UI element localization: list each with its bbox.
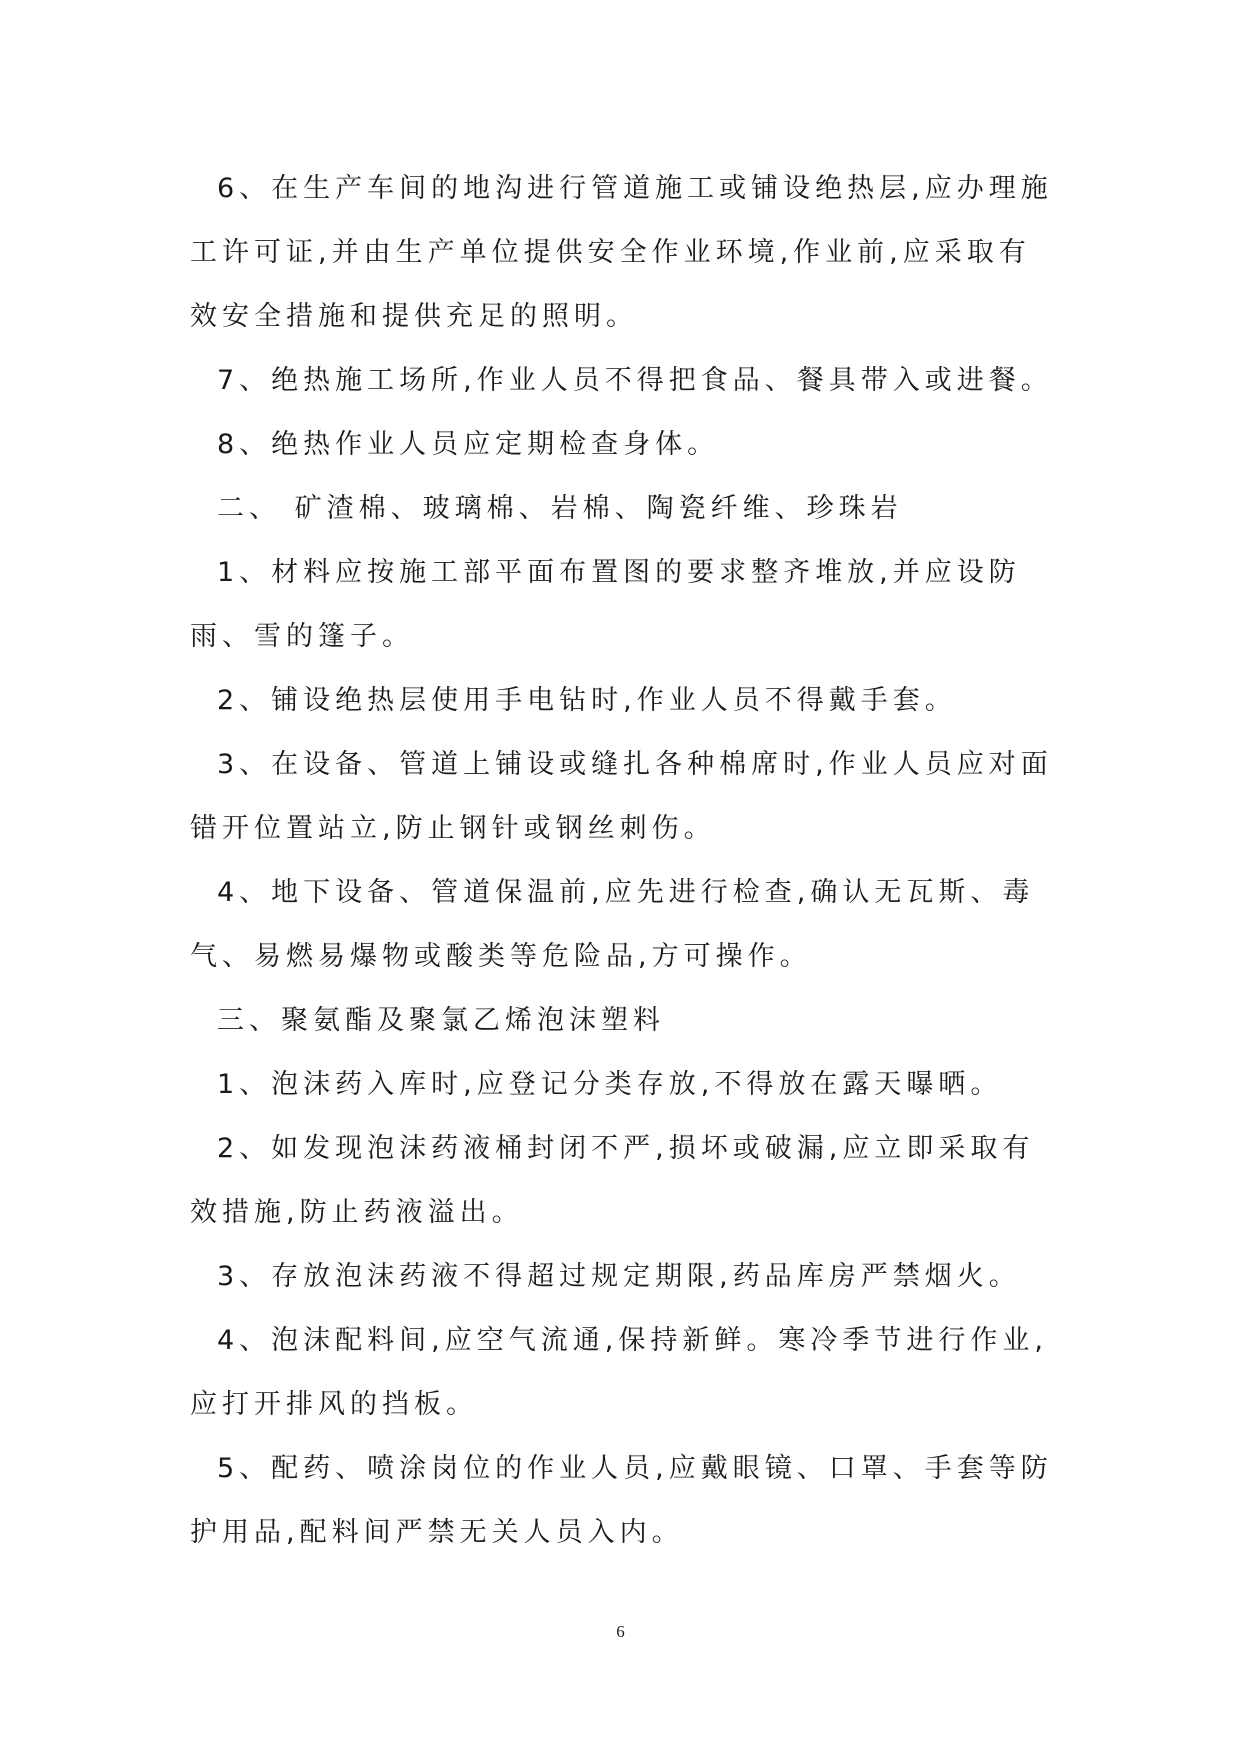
paragraph-item-5: 5、配药、喷涂岗位的作业人员,应戴眼镜、口罩、手套等防护用品,配料间严禁无关人员入内。	[190, 1453, 1053, 1548]
paragraph-item-6: 6、在生产车间的地沟进行管道施工或铺设绝热层,应办理施工许可证,并由生产单位提供安全作业环境,作业前,应采取有效安全措施和提供充足的照明。	[190, 173, 1053, 332]
paragraph-item-4: 4、地下设备、管道保温前,应先进行检查,确认无瓦斯、毒气、易燃易爆物或酸类等危险品,方可操作。	[190, 877, 1035, 972]
paragraph-item-8: 8、绝热作业人员应定期检查身体。	[217, 429, 720, 460]
paragraph-item-3: 3、存放泡沫药液不得超过规定期限,药品库房严禁烟火。	[217, 1261, 1021, 1292]
paragraph-item-3: 3、在设备、管道上铺设或缝扎各种棉席时,作业人员应对面错开位置站立,防止钢针或钢丝刺伤。	[190, 749, 1053, 844]
paragraph-item-2: 2、铺设绝热层使用手电钻时,作业人员不得戴手套。	[217, 685, 957, 716]
section-heading-3: 三、聚氨酯及聚氯乙烯泡沫塑料	[217, 1005, 665, 1036]
paragraph-item-1: 1、材料应按施工部平面布置图的要求整齐堆放,并应设防雨、雪的篷子。	[190, 557, 1021, 652]
paragraph-item-2: 2、如发现泡沫药液桶封闭不严,损坏或破漏,应立即采取有效措施,防止药液溢出。	[190, 1133, 1035, 1228]
paragraph-item-1: 1、泡沫药入库时,应登记分类存放,不得放在露天曝晒。	[217, 1069, 1003, 1100]
document-body	[190, 157, 1060, 1565]
page-number: 6	[616, 1622, 625, 1641]
section-heading-2: 二、 矿渣棉、玻璃棉、岩棉、陶瓷纤维、珍珠岩	[217, 493, 903, 524]
paragraph-item-4: 4、泡沫配料间,应空气流通,保持新鲜。寒冷季节进行作业,应打开排风的挡板。	[190, 1325, 1048, 1420]
paragraph-item-7: 7、绝热施工场所,作业人员不得把食品、餐具带入或进餐。	[217, 365, 1053, 396]
